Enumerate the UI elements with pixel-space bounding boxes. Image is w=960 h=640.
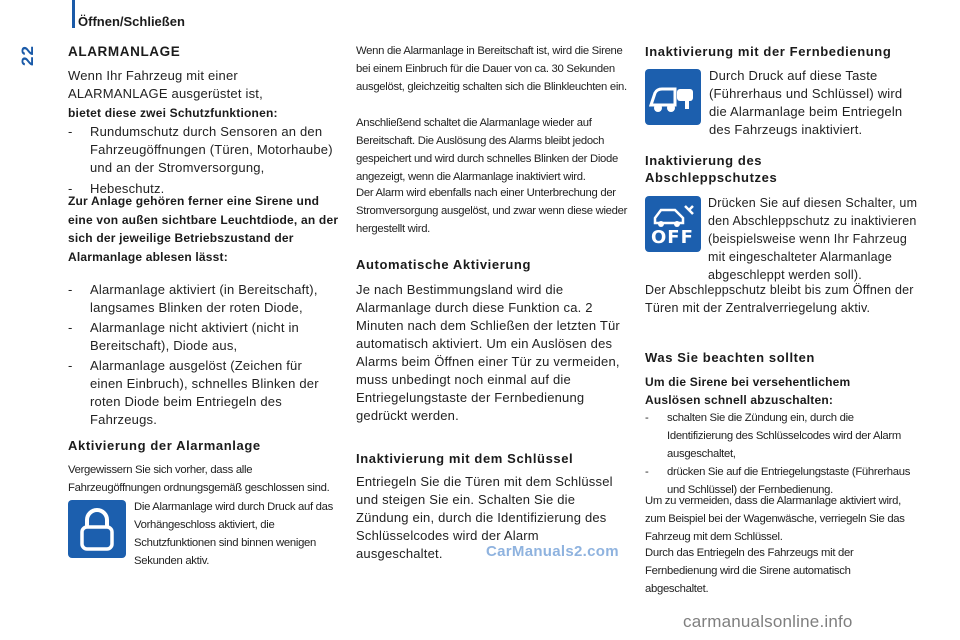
list-item: - Rundumschutz durch Sensoren an den Fahrzeugöffnungen (Türen, Motorhaube) und an der Stromversorgung, (68, 123, 346, 177)
list-item: - Alarmanlage ausgelöst (Zeichen für einen Einbruch), schnelles Blinken der roten Diode beim Entriegeln des Fahrzeugs. (68, 357, 328, 429)
activation-text: Vergewissern Sie sich vorher, dass alle Fahrzeugöffnungen ordnungsgemäß geschlossen sind. (68, 464, 330, 494)
remote-text: Durch Druck auf diese Taste (Führerhaus und Schlüssel) wird die Alarmanlage beim Entriegeln des Fahrzeugs inaktiviert. (709, 68, 903, 137)
auto-heading: Automatische Aktivierung (356, 257, 532, 272)
carmanualsonline-watermark: carmanualsonline.info (683, 612, 853, 631)
wash-text: Um zu vermeiden, dass die Alarmanlage aktiviert wird, zum Beispiel bei der Wagenwäsche, verriegeln Sie das Fahrzeug mit dem Schlüssel. (645, 495, 905, 543)
tow-note: Der Abschleppschutz bleibt bis zum Öffnen der Türen mit der Zentralverriegelung aktiv. (645, 283, 914, 315)
vehicle-key-icon (645, 69, 701, 125)
alarm-heading: ALARMANLAGE (68, 44, 181, 59)
functions-list (68, 123, 346, 198)
list-item: - schalten Sie die Zündung ein, durch die Identifizierung des Schlüsselcodes wird der Alarm ausgeschaltet, (645, 409, 913, 463)
siren-intro: Um die Sirene bei versehentlichem Auslösen schnell abzuschalten: (645, 375, 851, 407)
remote-heading: Inaktivierung mit der Fernbedienung (645, 44, 892, 59)
activation-heading: Aktivierung der Alarmanlage (68, 438, 261, 453)
page-number: 22 (18, 45, 37, 66)
system-description: Zur Anlage gehören ferner eine Sirene und eine von außen sichtbare Leuchtdiode, an der sich der jeweilige Betriebszustand der Alarmanlage ablesen lässt: (68, 194, 339, 264)
lock-icon (68, 500, 126, 558)
list-item: - drücken Sie auf die Entriegelungstaste (Führerhaus und Schlüssel) der Fernbedienung. (645, 463, 913, 499)
list-item: - Alarmanlage aktiviert (in Bereitschaft), langsames Blinken der roten Diode, (68, 281, 328, 317)
off-label: OFF (651, 227, 694, 248)
siren-list (645, 409, 913, 499)
list-item: - Hebeschutz. (68, 180, 346, 198)
rearm-text: Anschließend schaltet die Alarmanlage wieder auf Bereitschaft. Die Auslösung des Alarms bleibt jedoch gespeichert und wird durch schnelles Blinken der Diode angezeigt, wenn die Alarmanlage inaktiviert wird. (356, 117, 618, 183)
key-text: Entriegeln Sie die Türen mit dem Schlüssel und steigen Sie ein. Schalten Sie die Zündung ein, durch die Identifizierung des Schlüsselcodes wird der Alarm ausgeschaltet. (356, 474, 613, 561)
alarm-intro: Wenn Ihr Fahrzeug mit einer ALARMANLAGE ausgerüstet ist, (68, 68, 263, 101)
functions-intro: bietet diese zwei Schutzfunktionen: (68, 106, 278, 120)
lock-text: Die Alarmanlage wird durch Druck auf das Vorhängeschloss aktiviert, die Schutzfunktionen sind binnen wenigen Sekunden aktiv. (134, 501, 333, 567)
key-heading: Inaktivierung mit dem Schlüssel (356, 451, 574, 466)
unlock-text: Durch das Entriegeln des Fahrzeugs mit der Fernbedienung wird die Sirene automatisch abgeschaltet. (645, 547, 854, 595)
tow-off-icon (645, 196, 701, 252)
notes-heading: Was Sie beachten sollten (645, 350, 815, 365)
tow-text: Drücken Sie auf diesen Schalter, um den Abschleppschutz zu inaktivieren (beispielsweise wenn Ihr Fahrzeug mit eingeschalteter Alarmanlage abgeschleppt werden soll). (708, 196, 918, 282)
section-title: Öffnen/Schließen (78, 14, 185, 29)
list-item: - Alarmanlage nicht aktiviert (nicht in Bereitschaft), Diode aus, (68, 319, 328, 355)
standby-text: Wenn die Alarmanlage in Bereitschaft ist, wird die Sirene bei einem Einbruch für die Dauer von ca. 30 Sekunden ausgelöst, gleichzeitig schalten sich die Blinkleuchten ein. (356, 45, 627, 93)
auto-text: Je nach Bestimmungsland wird die Alarmanlage durch diese Funktion ca. 2 Minuten nach dem Schließen der letzten Tür automatisch aktiviert. Um ein Auslösen des Alarms beim Öffnen einer Tür zu vermeiden, muss unbedingt noch einmal auf die Entriegelungstaste der Fernbedienung gedrückt werden. (356, 282, 620, 423)
tow-heading: Inaktivierung des Abschleppschutzes (645, 153, 778, 185)
header-accent-bar (72, 0, 75, 28)
states-list (68, 281, 328, 429)
carmanuals-watermark: CarManuals2.com (486, 543, 619, 560)
power-text: Der Alarm wird ebenfalls nach einer Unterbrechung der Stromversorgung ausgelöst, und zwar wenn diese wieder hergestellt wird. (356, 187, 628, 235)
